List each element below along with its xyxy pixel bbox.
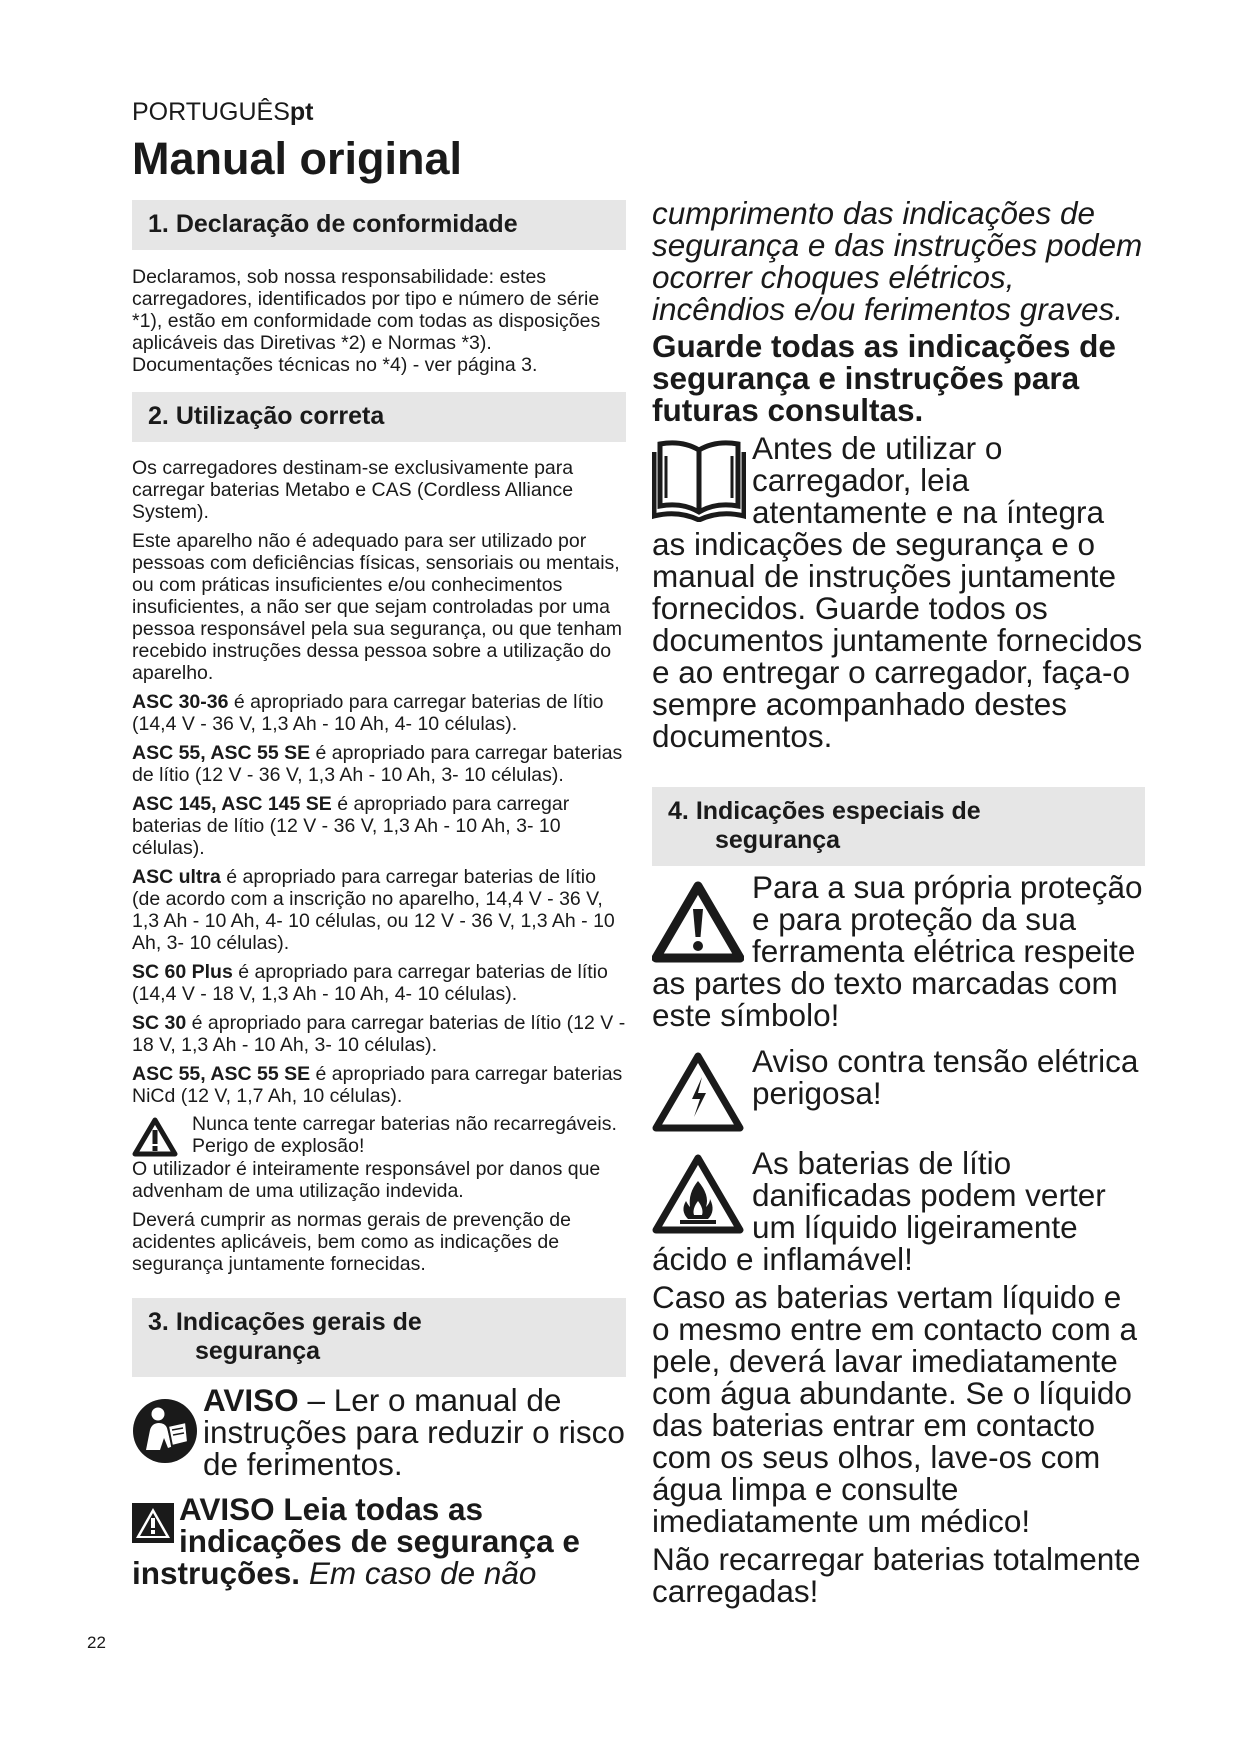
accident-prevention: Deverá cumprir as normas gerais de prevenção de acidentes aplicáveis, bem como as indicações de segurança juntamente fornecidas. [132, 1209, 571, 1275]
consequences-text: cumprimento das indicações de segurança e das instruções podem ocorrer choques elétricos, incêndios e/ou ferimentos graves. [652, 195, 1143, 327]
page-number: 22 [87, 1633, 106, 1652]
section-3-title-line2: segurança [195, 1337, 321, 1365]
model-name: ASC 55, ASC 55 SE [132, 742, 311, 764]
section-1-number: 1. [148, 210, 169, 238]
section-2-suitability: Este aparelho não é adequado para ser utilizado por pessoas com deficiências físicas, sensoriais ou mentais, ou com práticas insuficientes e/ou conhecimentos insuficientes, a não ser que sejam controladas por uma pessoa responsável pela sua segurança, ou que tenham recebido instruções dessa pessoa sobre a utilização do aparelho. [132, 530, 623, 684]
battery-leak-text: As baterias de lítio danificadas podem verter um líquido ligeiramente ácido e inflamável! [652, 1145, 1106, 1277]
read-manual-warning [132, 1384, 626, 1480]
battery-leak-notice [652, 1147, 1145, 1275]
user-responsibility: O utilizador é inteiramente responsável por danos que advenham de uma utilização indevida. [132, 1158, 601, 1202]
section-2-title: Utilização correta [175, 402, 385, 430]
section-3-number: 3. [148, 1308, 169, 1336]
electric-hazard-icon [652, 1051, 744, 1133]
general-warning-text: Para a sua própria proteção e para proteção da sua ferramenta elétrica respeite as partes do texto marcadas com este símbolo! [652, 869, 1143, 1033]
model-asc-55-nicd [132, 1063, 626, 1107]
model-asc-30-36 [132, 691, 626, 735]
model-name: SC 60 Plus [132, 961, 233, 983]
section-1-title: Declaração de conformidade [175, 210, 518, 238]
model-sc-60-plus [132, 961, 626, 1005]
section-3-title-line1: Indicações gerais de [175, 1308, 422, 1336]
language-label [132, 98, 314, 127]
keep-instructions-text: Guarde todas as indicações de segurança e instruções para futuras consultas. [652, 328, 1116, 428]
model-text: é apropriado para carregar baterias de lítio (12 V - 36 V, 1,3 Ah - 10 Ah, 3- 10 células). [132, 742, 623, 786]
flammable-hazard-icon [652, 1153, 744, 1235]
no-recharge-full-batteries: Não recarregar baterias totalmente carregadas! [652, 1541, 1141, 1609]
section-4-heading [652, 787, 1145, 866]
voltage-warning-notice [652, 1045, 1145, 1133]
section-2-intro: Os carregadores destinam-se exclusivamente para carregar baterias Metabo e CAS (Cordless Alliance System). [132, 457, 574, 523]
section-3-heading [132, 1298, 626, 1377]
model-text: é apropriado para carregar baterias de lítio (12 V - 18 V, 1,3 Ah - 10 Ah, 3- 10 células). [132, 1012, 626, 1056]
model-asc-145 [132, 793, 626, 859]
model-text: é apropriado para carregar baterias de lítio (14,4 V - 18 V, 1,3 Ah - 10 Ah, 4- 10 células). [132, 961, 608, 1005]
read-manual-text [132, 1384, 626, 1480]
warning-triangle-icon [132, 1117, 178, 1157]
explosion-warning-text: Nunca tente carregar baterias não recarregáveis. Perigo de explosão! [192, 1113, 617, 1157]
book-notice [652, 432, 1145, 752]
section-2-number: 2. [148, 402, 169, 430]
model-sc-30 [132, 1012, 626, 1056]
read-manual-icon [132, 1398, 198, 1464]
leak-contact-instructions: Caso as baterias vertam líquido e o mesmo entre em contacto com a pele, deverá lavar imediatamente com água abundante. Se o líquido das baterias entrar em contacto com os seus olhos, lave-os com água limpa e consulte imediatamente um médico! [652, 1279, 1137, 1539]
model-name: ASC 30-36 [132, 691, 229, 713]
warning-triangle-icon [132, 1503, 174, 1543]
warning-triangle-icon [652, 881, 744, 963]
model-text: é apropriado para carregar baterias de lítio (12 V - 36 V, 1,3 Ah - 10 Ah, 3- 10 células). [132, 793, 570, 859]
model-name: SC 30 [132, 1012, 187, 1034]
model-name: ASC 55, ASC 55 SE [132, 1063, 311, 1085]
model-asc-55 [132, 742, 626, 786]
read-all-bold: AVISO Leia todas as indicações de segurança e instruções. [132, 1491, 580, 1591]
aviso-label: AVISO [203, 1382, 299, 1418]
open-book-icon [652, 436, 746, 522]
model-text: é apropriado para carregar baterias de lítio (de acordo com a inscrição no aparelho, 14,4 V - 36 V, 1,3 Ah - 10 Ah, 4- 10 células, ou 12 V - 36 V, 1,3 Ah - 10 Ah, 3- 10 células). [132, 866, 615, 954]
explosion-warning [132, 1113, 626, 1157]
read-all-italic: Em caso de não [300, 1555, 537, 1591]
section-1-body: Declaramos, sob nossa responsabilidade: estes carregadores, identificados por tipo e número de série *1), estão em conformidade com todas as disposições aplicáveis das Diretivas *2) e Normas *3). Documentações técnicas no *4) - ver página 3. [132, 266, 601, 376]
general-warning-notice [652, 871, 1145, 1031]
language-code: pt [289, 98, 314, 126]
book-notice-text: Antes de utilizar o carregador, leia atentamente e na íntegra as indicações de segurança e o manual de instruções juntamente fornecidos. Guarde todos os documentos juntamente fornecidos e ao entregar o carregador, faça-o sempre acompanhado destes documentos. [652, 430, 1143, 754]
section-4-title-line1: Indicações especiais de [695, 797, 981, 825]
model-text: é apropriado para carregar baterias de lítio (14,4 V - 36 V, 1,3 Ah - 10 Ah, 4- 10 células). [132, 691, 604, 735]
right-column [652, 197, 1145, 1607]
read-all-text [132, 1493, 626, 1589]
language-name: PORTUGUÊS [132, 98, 290, 126]
left-column [132, 200, 626, 1589]
read-all-warning [132, 1493, 626, 1589]
model-name: ASC 145, ASC 145 SE [132, 793, 332, 815]
model-name: ASC ultra [132, 866, 221, 888]
section-4-title-line2: segurança [715, 826, 841, 854]
model-asc-ultra [132, 866, 626, 954]
section-1-heading [132, 200, 626, 250]
model-text: é apropriado para carregar baterias NiCd (12 V, 1,7 Ah, 10 células). [132, 1063, 623, 1107]
read-manual-rest: – Ler o manual de instruções para reduzir o risco de ferimentos. [203, 1382, 625, 1482]
section-4-number: 4. [668, 797, 689, 825]
page-title: Manual original [132, 133, 463, 184]
voltage-warning-text: Aviso contra tensão elétrica perigosa! [752, 1043, 1139, 1111]
section-2-heading [132, 392, 626, 442]
